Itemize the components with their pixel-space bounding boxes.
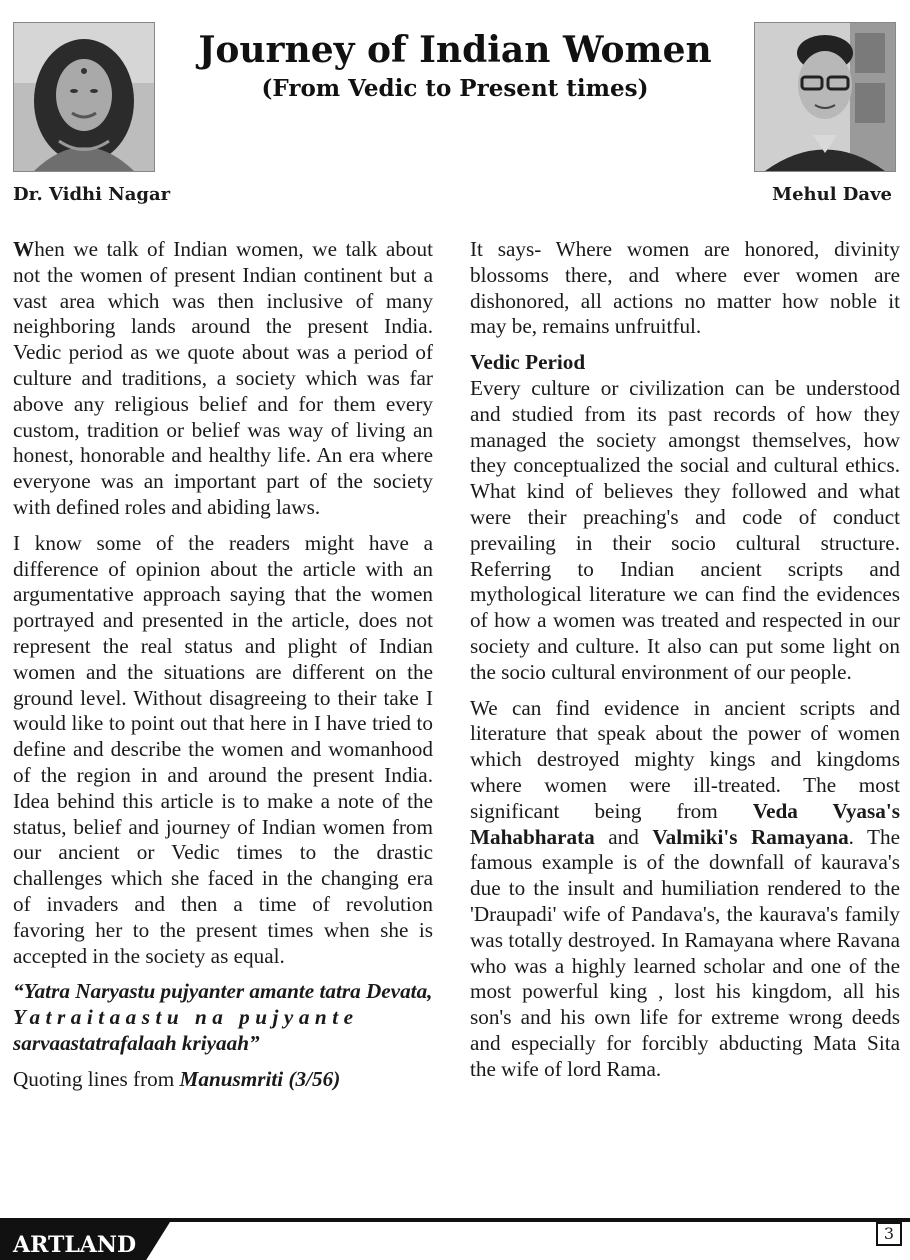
drop-cap: W — [13, 237, 35, 261]
article-column-right — [470, 237, 900, 1093]
author-name-right: Mehul Dave — [772, 184, 892, 205]
evidence-paragraph — [470, 696, 900, 1083]
readers-paragraph: I know some of the readers might have a difference of opinion about the article with an argumentative approach saying that the women portrayed and presented in the article, does not represent the real status and plight of Indian women and the situations are different on the ground level. Without disagreeing to their take I would like to point out that here in I have tried to define and describe the women and womanhood of the region in and around the present India. Idea behind this article is to make a note of the status, belief and journey of Indian women from our ancient or Vedic times to the drastic challenges which she faced in the changing era of invaders and then a time of revolution favoring her to the present times when she is accepted in the society as equal. — [13, 530, 433, 968]
intro-paragraph — [13, 237, 433, 521]
author-photo-mehul-dave — [754, 22, 896, 172]
verse-attribution — [13, 1067, 433, 1093]
verse-line-1: “Yatra Naryastu pujyanter amante tatra Devata, — [13, 979, 433, 1004]
ramayana-reference: Valmiki's Ramayana — [652, 824, 849, 849]
portrait-woman-image — [14, 23, 154, 171]
attribution-source: Manusmriti (3/56) — [179, 1066, 341, 1091]
article-subtitle: (From Vedic to Present times) — [261, 75, 649, 102]
culture-paragraph: Every culture or civilization can be understood and studied from its past records of how they managed the society amongst themselves, how they conceptualized the social and cultural ethics. What kind of believes they followed and what were their preaching's and code of conduct prevailing in their socio cultural structure. Referring to Indian ancient scripts and mythological literature we can find the evidences of how a women was treated and respected in our society and culture. It also can put some light on the socio cultural environment of our people. — [470, 375, 900, 684]
sanskrit-verse — [13, 979, 433, 1056]
author-name-left: Dr. Vidhi Nagar — [13, 184, 171, 205]
verse-line-3: sarvaastatrafalaah kriyaah” — [13, 1030, 260, 1055]
evidence-text-1: We can find evidence in ancient scripts and literature that speak about the power of women which destroyed mighty kings and kingdoms where women were ill-treated. The most significant being from — [470, 695, 900, 823]
footer-rule — [0, 1218, 910, 1222]
article-column-left — [13, 237, 433, 1103]
article-title: Journey of Indian Women — [198, 29, 712, 71]
verse-meaning-paragraph: It says- Where women are honored, divinity blossoms there, and where ever women are dishonored, all actions no matter how noble it may be, remains unfruitful. — [470, 237, 900, 339]
verse-line-2: Yatraitaastu na pujyante — [13, 1005, 359, 1030]
portrait-man-image — [755, 23, 895, 171]
evidence-text-3: . The famous example is of the downfall of kaurava's due to the insult and humiliation rendered to the 'Draupadi' wife of Pandava's, the kaurava's family was totally destroyed. In Ramayana where Ravana who was a highly learned scholar and one of the most powerful king , lost his kingdom, all his son's and his own life for extreme wrong deeds and especially for forcibly abducting Mata Sita the wife of lord Rama. — [470, 824, 900, 1081]
attribution-prefix: Quoting lines from — [13, 1066, 180, 1091]
author-photo-vidhi-nagar — [13, 22, 155, 172]
mahabharata-reference: Veda Vyasa's Mahabharata — [470, 798, 900, 849]
footer-brand-label: ARTLAND — [13, 1232, 137, 1258]
evidence-text-2: and — [594, 824, 653, 849]
page-number: 3 — [876, 1222, 902, 1246]
section-heading-vedic-period: Vedic Period — [470, 350, 586, 375]
intro-paragraph-text: hen we talk of Indian women, we talk about not the women of present Indian continent but a vast area which was then inclusive of many neighboring lands around the present India. Vedic period as we quote about was a period of culture and traditions, a society which was far above any religious belief and for them every custom, tradition or belief was way of living an honest, honorable and healthy life. An era where everyone was an important part of the society with defined roles and abiding laws. — [13, 237, 433, 519]
